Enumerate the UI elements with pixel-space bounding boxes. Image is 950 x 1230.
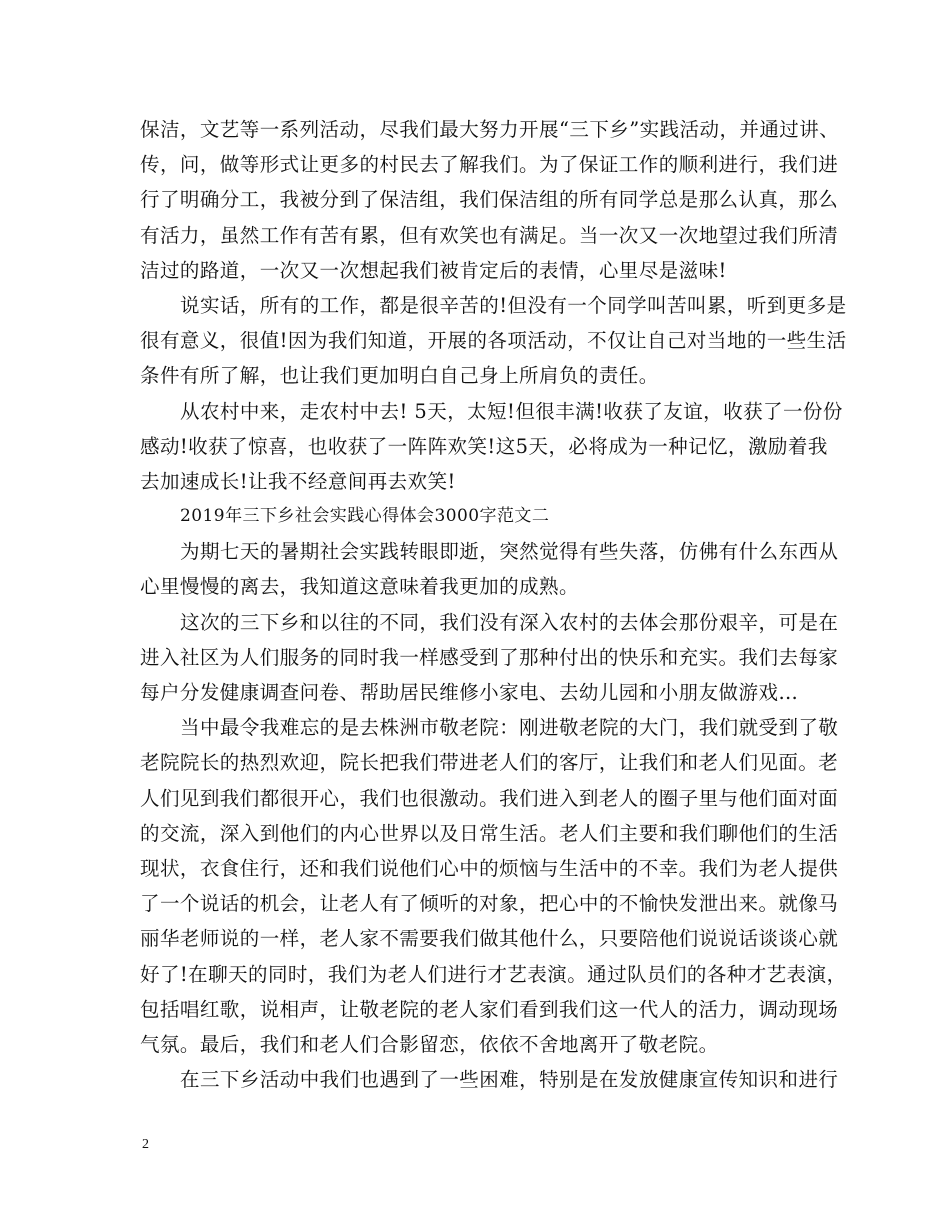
paragraph (140, 1062, 839, 1097)
text-line: 现状，衣食住行，还和我们说他们心中的烦恼与生活中的不幸。我们为老人提供 (140, 856, 839, 880)
text-line: 条件有所了解，也让我们更加明白自己身上所肩负的责任。 (140, 364, 659, 388)
text-line: 包括唱红歌，说相声，让敬老院的老人家们看到我们这一代人的活力，调动现场 (140, 997, 839, 1021)
text-line: 传，问，做等形式让更多的村民去了解我们。为了保证工作的顺利进行，我们进 (140, 153, 839, 177)
text-line: 说实话，所有的工作，都是很辛苦的!但没有一个同学叫苦叫累，听到更多是 (180, 293, 847, 317)
text-line: 行了明确分工，我被分到了保洁组，我们保洁组的所有同学总是那么认真，那么 (140, 188, 839, 212)
text-line: 很有意义，很值!因为我们知道，开展的各项活动，不仅让自己对当地的一些生活 (140, 329, 847, 353)
text-line: 气氛。最后，我们和老人们合影留恋，依依不舍地离开了敬老院。 (140, 1032, 719, 1056)
text-line: 这次的三下乡和以往的不同，我们没有深入农村的去体会那份艰辛，可是在 (180, 610, 839, 634)
paragraph (140, 112, 840, 288)
text-line: 心里慢慢的离去，我知道这意味着我更加的成熟。 (140, 575, 579, 599)
text-line: 进入社区为人们服务的同时我一样感受到了那种付出的快乐和充实。我们去每家 (140, 645, 839, 669)
text-line: 有活力，虽然工作有苦有累，但有欢笑也有满足。当一次又一次地望过我们所清 (140, 223, 839, 247)
document-body (140, 112, 847, 1097)
text-line: 的交流，深入到他们的内心世界以及日常生活。老人们主要和我们聊他们的生活 (140, 821, 839, 845)
paragraph (140, 534, 839, 604)
text-line: 老院院长的热烈欢迎，院长把我们带进老人们的客厅，让我们和老人们见面。老 (140, 751, 839, 775)
text-line: 去加速成长!让我不经意间再去欢笑! (140, 469, 456, 493)
text-line: 当中最令我难忘的是去株洲市敬老院：刚进敬老院的大门，我们就受到了敬 (180, 716, 839, 740)
text-line: 感动!收获了惊喜，也收获了一阵阵欢笑!这5天，必将成为一种记忆，激励着我 (140, 434, 828, 458)
text-line: 洁过的路道，一次又一次想起我们被肯定后的表情，心里尽是滋味! (140, 258, 727, 282)
page-number: 2 (142, 1137, 149, 1152)
text-line: 从农村中来，走农村中去! 5天，太短!但很丰满!收获了友谊，收获了一份份 (180, 399, 843, 423)
text-line: 2019年三下乡社会实践心得体会3000字范文二 (180, 506, 550, 527)
text-line: 保洁，文艺等一系列活动，尽我们最大努力开展“三下乡”实践活动，并通过讲、 (140, 118, 840, 141)
text-line: 每户分发健康调查问卷、帮助居民维修小家电、去幼儿园和小朋友做游戏… (140, 681, 799, 704)
section-heading (140, 499, 830, 534)
text-line: 人们见到我们都很开心，我们也很激动。我们进入到老人的圈子里与他们面对面 (140, 786, 839, 810)
paragraph (140, 394, 843, 500)
paragraph (140, 288, 847, 394)
text-line: 在三下乡活动中我们也遇到了一些困难，特别是在发放健康宣传知识和进行 (180, 1068, 839, 1092)
paragraph (140, 605, 839, 711)
text-line: 丽华老师说的一样，老人家不需要我们做其他什么，只要陪他们说说话谈谈心就 (140, 927, 839, 951)
text-line: 为期七天的暑期社会实践转眼即逝，突然觉得有些失落，仿佛有什么东西从 (180, 540, 839, 564)
text-line: 好了!在聊天的同时，我们为老人们进行才艺表演。通过队员们的各种才艺表演， (140, 962, 847, 986)
text-line: 了一个说话的机会，让老人有了倾听的对象，把心中的不愉快发泄出来。就像马 (140, 892, 839, 916)
paragraph (140, 710, 847, 1062)
